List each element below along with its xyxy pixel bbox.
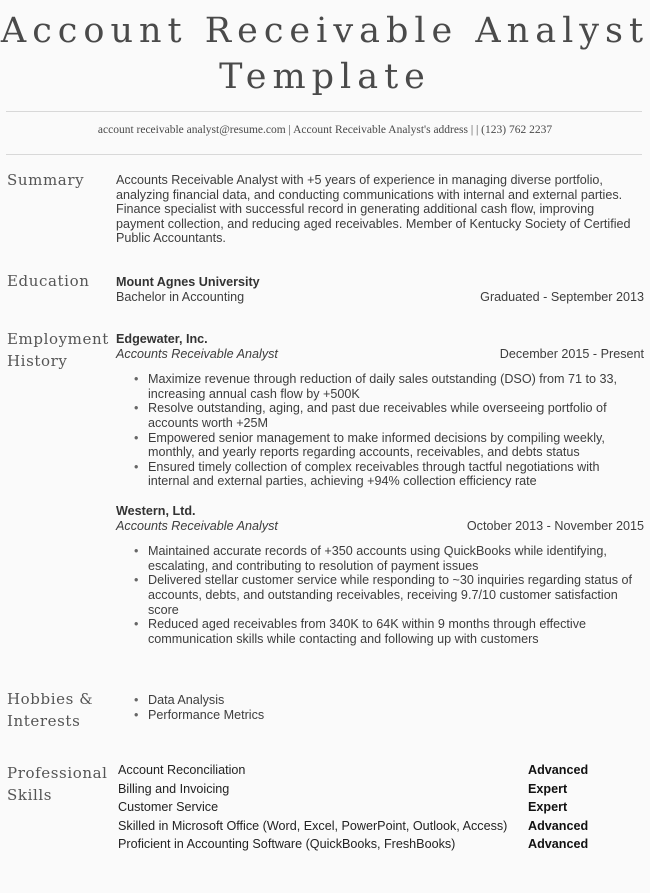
- page-title: [0, 8, 650, 100]
- employment-label: Employment History: [7, 330, 109, 370]
- job-title-row: [116, 347, 644, 362]
- skill-row: [118, 817, 598, 836]
- skills-label: Professional Skills: [7, 764, 108, 804]
- contact-info: account receivable analyst@resume.com | Account Receivable Analyst's address | | (123) 762 2237: [97, 124, 553, 136]
- skill-row: [118, 835, 598, 854]
- graduation-date: Graduated - September 2013: [480, 289, 644, 304]
- job-title-row: [116, 519, 644, 534]
- summary-label: Summary: [7, 171, 85, 189]
- job-entry-1: [116, 332, 644, 489]
- skill-row: [118, 761, 598, 780]
- skill-name: Proficient in Accounting Software (QuickBooks, FreshBooks): [118, 837, 456, 852]
- title-line-2: Template: [219, 57, 431, 97]
- top-divider: [6, 111, 642, 112]
- skill-row: [118, 780, 598, 799]
- hobbies-label: Hobbies & Interests: [7, 690, 94, 730]
- job-bullets: [116, 544, 644, 646]
- skill-name: Skilled in Microsoft Office (Word, Excel, PowerPoint, Outlook, Access): [118, 818, 508, 833]
- job-dates: October 2013 - November 2015: [466, 518, 644, 533]
- bullet-item: • Ensured timely collection of complex receivables through tactful negotiations with internal and external parties, achieving +94% collection efficiency rate: [148, 460, 644, 489]
- job-dates: December 2015 - Present: [499, 346, 644, 361]
- skill-name: Customer Service: [118, 800, 219, 815]
- bullet-item: • Reduced aged receivables from 340K to 64K within 9 months through effective communication skills while contacting and following up with customers: [148, 617, 644, 646]
- skill-level: Expert: [528, 781, 568, 796]
- job-title: Accounts Receivable Analyst: [116, 346, 278, 361]
- skill-name: Billing and Invoicing: [118, 781, 230, 796]
- skill-level: Advanced: [528, 763, 589, 777]
- bullet-item: • Delivered stellar customer service while responding to ~30 inquiries regarding status of accounts, debts, and outstanding receivables, receiving 9.7/10 customer satisfaction score: [148, 573, 644, 617]
- bullet-item: • Maintained accurate records of +350 accounts using QuickBooks while identifying, escalating, and contributing to resolution of payment issues: [148, 544, 644, 573]
- skills-table: [118, 761, 598, 854]
- hobby-item: • Data Analysis: [148, 693, 644, 708]
- skill-level: Advanced: [528, 837, 589, 852]
- education-entry: [116, 275, 644, 304]
- job-entry-2: [116, 504, 644, 646]
- company-name: Western, Ltd.: [116, 504, 196, 518]
- company-name: Edgewater, Inc.: [116, 332, 208, 346]
- skill-level: Expert: [528, 800, 568, 815]
- hobby-item: • Performance Metrics: [148, 708, 644, 723]
- summary-text: Accounts Receivable Analyst with +5 years of experience in managing diverse portfolio, analyzing financial data, and conducting communications with internal and external parties. Finance specialist with successful record in generating additional cash flow, improving payment collection, and reducing aged receivables. Member of Kentucky Society of Certified Public Accountants.: [116, 173, 631, 246]
- skill-row: [118, 798, 598, 817]
- title-line-1: Account Receivable Analyst: [0, 11, 650, 51]
- contact-divider: [6, 154, 642, 155]
- job-bullets: [116, 372, 644, 489]
- hobbies-list: [116, 693, 644, 722]
- bullet-item: • Maximize revenue through reduction of daily sales outstanding (DSO) from 71 to 33, increasing annual cash flow by +500K: [148, 372, 644, 401]
- school-name: Mount Agnes University: [116, 275, 260, 289]
- job-title: Accounts Receivable Analyst: [116, 518, 278, 533]
- education-label: Education: [7, 272, 90, 290]
- bullet-item: • Resolve outstanding, aging, and past due receivables while overseeing portfolio of accounts worth +25M: [148, 401, 644, 430]
- bullet-item: • Empowered senior management to make informed decisions by compiling weekly, monthly, and yearly reports regarding accounts, receivables, and debts status: [148, 431, 644, 460]
- degree: Bachelor in Accounting: [116, 289, 245, 304]
- degree-row: [116, 290, 644, 305]
- skill-level: Advanced: [528, 818, 589, 833]
- skill-name: Account Reconciliation: [118, 763, 246, 777]
- hobby-items: [116, 693, 644, 722]
